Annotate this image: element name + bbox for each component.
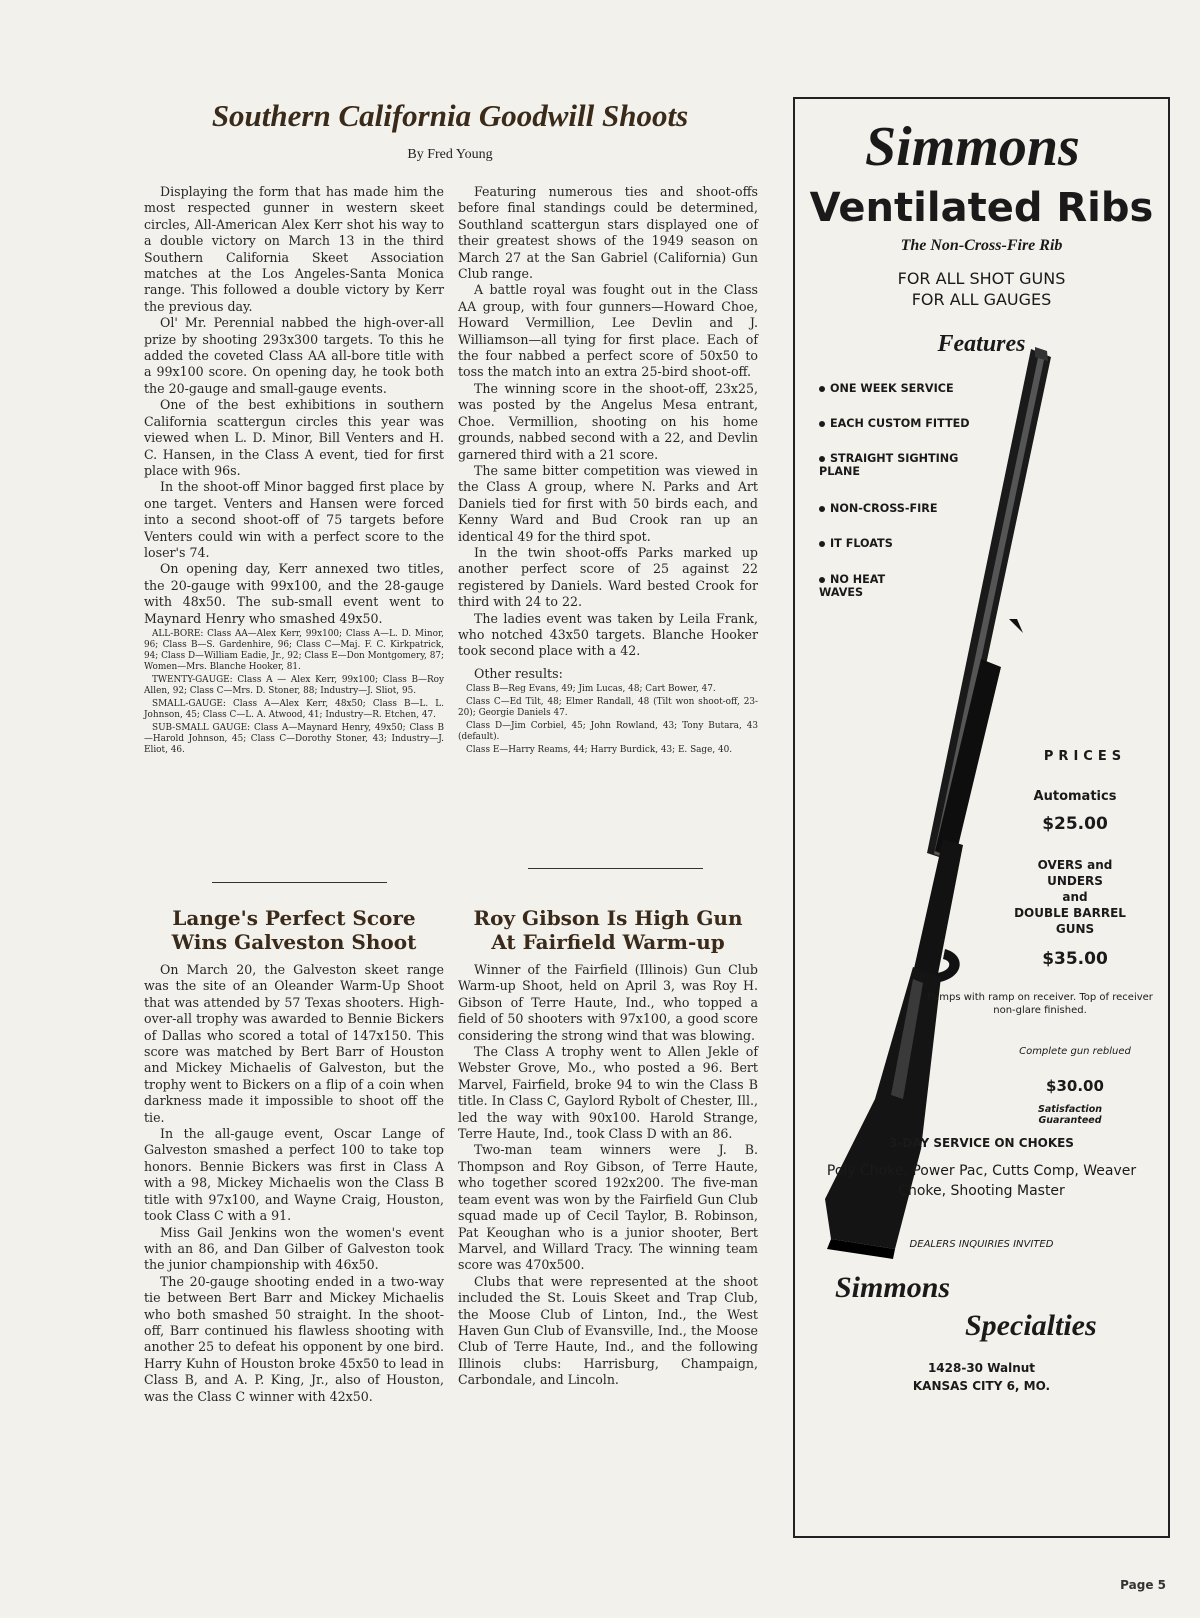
results-block: SMALL-GAUGE: Class A—Alex Kerr, 48x50; Class B—L. L. Johnson, 45; Class C—L. A. Atwood, 41; Industry—R. Etchen, 47. — [144, 698, 444, 720]
article3-title: Roy Gibson Is High Gun At Fairfield Warm-up — [473, 906, 743, 954]
paragraph: The winning score in the shoot-off, 23x25, was posted by the Angelus Mesa entrant, Choe. Vermillion, shooting on his home grounds, nabbed second with a 22, and Devlin garnered third with a 21 score. — [458, 380, 758, 462]
paragraph: In the shoot-off Minor bagged first place by one target. Venters and Hansen were forced into a second shoot-off of 75 targets before Venters could win with a perfect score to the loser's 74. — [144, 479, 444, 560]
chokes-list: Poly Choke, Power Pac, Cutts Comp, Weaver Choke, Shooting Master — [826, 1163, 1137, 1199]
paragraph: A battle royal was fought out in the Class AA group, with four gunners—Howard Choe, Howard Vermillion, Lee Devlin and J. Williamson—all tying for first place. Each of the four nabbed a perfect score of 50x50 to toss the match into an extra 25-bird shoot-off. — [458, 282, 758, 380]
price-label: DOUBLE BARREL — [1014, 906, 1126, 920]
paragraph: On March 20, the Galveston skeet range was the site of an Oleander Warm-Up Shoot that was attended by 57 Texas shooters. High-over-all trophy was awarded to Bennie Bickers of Dallas who scored a total of 147x150. This score was matched by Bert Barr of Houston and Mickey Michaelis of Galveston, but the trophy went to Bickers on a flip of a coin when darkness made it impossible to shoot off the tie. — [144, 962, 444, 1125]
address-line: 1428-30 Walnut — [927, 1361, 1036, 1375]
paragraph: The Class A trophy went to Allen Jekle of Webster Grove, Mo., who posted a 96. Bert Marvel, Fairfield, broke 94 to win the Class B title. In Class C, Gaylord Rybolt of Chester, Ill., led the way with 90x100. Harold Strange, Terre Haute, Ind., took Class D with an 86. — [458, 1044, 758, 1142]
price-value: $35.00 — [1042, 949, 1108, 969]
results-block: Class D—Jim Corbiel, 45; John Rowland, 43; Tony Butara, 43 (default). — [458, 721, 758, 743]
paragraph: The ladies event was taken by Leila Frank, who notched 43x50 targets. Blanche Hooker took second place with a 42. — [458, 610, 758, 659]
price-value: $25.00 — [1042, 814, 1108, 834]
feature-item — [819, 382, 954, 395]
paragraph: The 20-gauge shooting ended in a two-way tie between Bert Barr and Mickey Michaelis who both smashed 50 straight. In the shoot-off, Barr continued his flawless shooting with another 25 to defeat his opponent by one bird. Harry Kuhn of Houston broke 45x50 to lead in Class B, and A. P. King, Jr., also of Houston, was the Class C winner with 42x50. — [144, 1273, 444, 1404]
bullet-icon — [819, 577, 825, 583]
byline: By Fred Young — [407, 147, 493, 162]
page-number: Page 5 — [1120, 1578, 1166, 1592]
paragraph: In the all-gauge event, Oscar Lange of Galveston smashed a perfect 100 to take top honors. Bennie Bickers was first in Class A with a 98, Mickey Michaelis won the Class B title with 97x100, and Wayne Craig, Houston, took Class C with a 91. — [144, 1126, 444, 1224]
paragraph: Miss Gail Jenkins won the women's event with an 86, and Dan Gilber of Galveston took the junior championship with 46x50. — [144, 1224, 444, 1273]
paragraph: One of the best exhibitions in southern California scattergun circles this year was viewed when L. D. Minor, Bill Venters and H. C. Hansen, in the Class A event, tied for first place with 96s. — [144, 397, 444, 478]
guarantee-text: Satisfaction Guaranteed — [1038, 1104, 1102, 1126]
bullet-icon — [819, 506, 825, 512]
feature-text: EACH CUSTOM FITTED — [830, 417, 970, 430]
paragraph: Ol' Mr. Perennial nabbed the high-over-all prize by shooting 293x300 targets. To this he added the coveted Class AA all-bore title with a 99x100 score. On opening day, he took both the 20-gauge and small-gauge events. — [144, 315, 444, 396]
price-value: $30.00 — [1046, 1077, 1104, 1095]
features-heading: Features — [937, 331, 1026, 357]
prices-heading: PRICES — [1043, 749, 1127, 764]
price-label: and — [1062, 890, 1088, 904]
feature-item — [819, 573, 909, 599]
results-block: Class C—Ed Tilt, 48; Elmer Randall, 48 (Tilt won shoot-off, 23-20); Georgie Daniels 47. — [458, 697, 758, 719]
results-block: Class E—Harry Reams, 44; Harry Burdick, 43; E. Sage, 40. — [466, 745, 733, 756]
paragraph: The same bitter competition was viewed in the Class A group, where N. Parks and Art Daniels tied for first with 50 birds each, and Kenny Ward and Bud Crook ran up an identical 49 for the third spot. — [458, 462, 758, 544]
brand-logo: Simmons — [865, 116, 1080, 178]
article2-title: Lange's Perfect Score Wins Galveston Shoot — [171, 906, 417, 954]
ad-tagline: The Non-Cross-Fire Rib — [900, 237, 1063, 254]
paragraph: Clubs that were represented at the shoot included the St. Louis Skeet and Trap Club, the Moose Club of Linton, Ind., the West Haven Gun Club of Evansville, Ind., the Moose Club of Terre Haute, Ind., and the following Illinois clubs: Harrisburg, Champaign, Carbondale, and Lincoln. — [458, 1273, 758, 1388]
dealers-note: DEALERS INQUIRIES INVITED — [909, 1239, 1054, 1250]
article-title: Southern California Goodwill Shoots — [211, 98, 689, 133]
paragraph: Featuring numerous ties and shoot-offs before final standings could be determined, Southland scattergun stars displayed one of their greatest shows of the 1949 season on March 27 at the San Gabriel (California) Gun Club range. — [458, 184, 758, 282]
article1-column1 — [144, 184, 444, 758]
ad-line: FOR ALL GAUGES — [911, 290, 1052, 309]
article2-body — [144, 962, 444, 1405]
reblued-note: Complete gun reblued — [1019, 1046, 1131, 1057]
paragraph: In the twin shoot-offs Parks marked up another perfect score of 25 against 22 registered by Daniels. Ward bested Crook for third with 24 to 22. — [458, 544, 758, 610]
article3-body — [458, 962, 758, 1389]
price-label: GUNS — [1055, 922, 1095, 936]
paragraph: Displaying the form that has made him the most respected gunner in western skeet circles, All-American Alex Kerr shot his way to a double victory on March 13 in the third Southern California Skeet Association matches at the Los Angeles-Santa Monica range. This followed a double victory by Kerr the previous day. — [144, 184, 444, 314]
feature-text: ONE WEEK SERVICE — [830, 382, 954, 395]
divider — [528, 868, 703, 869]
feature-text: STRAIGHT SIGHTING PLANE — [819, 452, 959, 478]
feature-text: NO HEAT WAVES — [819, 573, 886, 599]
price-label: UNDERS — [1047, 874, 1103, 888]
article1-column2 — [458, 184, 758, 758]
paragraph: On opening day, Kerr annexed two titles, the 20-gauge with 99x100, and the 28-gauge with 48x50. The sub-small event went to Maynard Henry who smashed 49x50. — [144, 561, 444, 626]
bullet-icon — [819, 386, 825, 392]
feature-text: IT FLOATS — [830, 537, 893, 550]
feature-item — [819, 502, 938, 515]
ad-headline: Ventilated Ribs — [809, 185, 1154, 231]
feature-text: NON-CROSS-FIRE — [830, 502, 938, 515]
results-block: Class B—Reg Evans, 49; Jim Lucas, 48; Cart Bower, 47. — [466, 684, 716, 695]
bullet-icon — [819, 421, 825, 427]
bullet-icon — [819, 541, 825, 547]
pumps-note: Pumps with ramp on receiver. Top of receiver non-glare finished. — [927, 992, 1153, 1016]
price-label: OVERS and — [1037, 858, 1113, 872]
simmons-advertisement — [793, 97, 1170, 1538]
results-block: TWENTY-GAUGE: Class A — Alex Kerr, 99x100; Class B—Roy Allen, 92; Class C—Mrs. D. Stoner, 88; Industry—J. Sliot, 95. — [144, 674, 444, 696]
results-block: SUB-SMALL GAUGE: Class A—Maynard Henry, 49x50; Class B—Harold Johnson, 45; Class C—Dorothy Stoner, 43; Industry—J. Eliot, 46. — [144, 722, 444, 755]
paragraph: Two-man team winners were J. B. Thompson and Roy Gibson, of Terre Haute, who together scored 192x200. The five-man team event was won by the Fairfield Gun Club squad made up of Cecil Taylor, B. Robinson, Pat Keoughan who is a junior shooter, Bert Marvel, and Willard Tracy. The winning team score was 470x500. — [458, 1142, 758, 1273]
feature-item — [819, 417, 970, 430]
results-block: ALL-BORE: Class AA—Alex Kerr, 99x100; Class A—L. D. Minor, 96; Class B—S. Gardenhire, 96; Class C—Maj. F. C. Kirkpatrick, 94; Class D—William Eadie, Jr., 92; Class E—Don Montgomery, 87; Women—Mrs. Blanche Hooker, 81. — [144, 628, 444, 672]
bullet-icon — [819, 456, 825, 462]
chokes-heading: 3-DAY SERVICE ON CHOKES — [889, 1136, 1074, 1150]
feature-item — [819, 452, 969, 478]
divider — [212, 882, 387, 883]
other-results-label: Other results: — [474, 665, 563, 681]
address-line: KANSAS CITY 6, MO. — [912, 1379, 1051, 1393]
paragraph: Winner of the Fairfield (Illinois) Gun Club Warm-up Shoot, held on April 3, was Roy H. Gibson of Terre Haute, Ind., who topped a field of 50 shooters with 97x100, a good score considering the strong wind that was blowing. — [458, 962, 758, 1043]
signature-specialties: Specialties — [965, 1309, 1097, 1342]
ad-line: FOR ALL SHOT GUNS — [897, 269, 1066, 288]
feature-item — [819, 537, 893, 550]
price-label: Automatics — [1033, 789, 1117, 804]
signature-simmons: Simmons — [835, 1271, 951, 1304]
